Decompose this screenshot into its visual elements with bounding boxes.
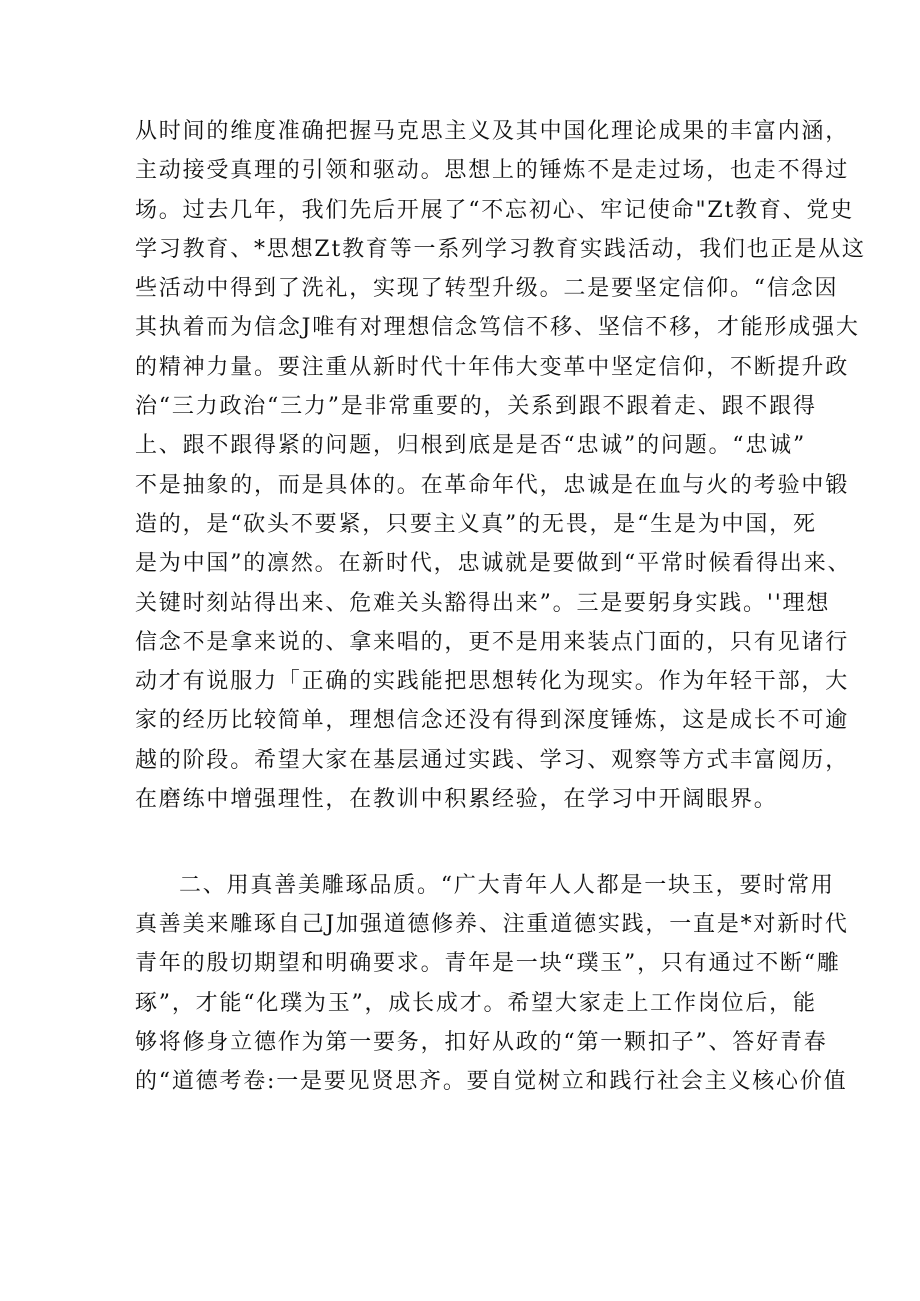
text-line: 琢”，才能“化璞为玉”，成长成才。希望大家走上工作岗位后，能: [135, 990, 817, 1016]
text-line: 造的，是“砍头不要紧，只要主义真”的无畏，是“生是为中国，死: [135, 511, 817, 537]
text-line: 的“道德考卷:一是要见贤思齐。要自觉树立和践行社会主义核心价值: [135, 1068, 848, 1094]
text-line: 越的阶段。希望大家在基层通过实践、学习、观察等方式丰富阅历，: [135, 747, 850, 773]
text-line: 场。过去几年，我们先后开展了“不忘初心、牢记使命"Zt教育、党史: [135, 197, 855, 223]
text-line: 不是抽象的，而是具体的。在革命年代，忠诚是在血与火的考验中锻: [135, 472, 850, 498]
text-line: 真善美来雕琢自己J加强道德修养、注重道德实践，一直是*对新时代: [135, 912, 849, 938]
text-line: 青年的殷切期望和明确要求。青年是一块“璞玉”，只有通过不断“雕: [135, 951, 841, 977]
text-line: 治“三力政治“三力”是非常重要的，关系到跟不跟着走、跟不跟得: [135, 394, 817, 420]
text-line: 主动接受真理的引领和驱动。思想上的锤炼不是走过场，也走不得过: [135, 158, 850, 184]
paragraph-continuation: [135, 112, 866, 819]
text-line: 学习教育、*思想Zt教育等一系列学习教育实践活动，我们也正是从这: [135, 236, 866, 262]
text-line: 关键时刻站得出来、危难关头豁得出来”。三是要躬身实践。''理想: [135, 590, 831, 616]
text-line: 够将修身立德作为第一要务，扣好从政的“第一颗扣子”、答好青春: [135, 1029, 828, 1055]
text-line: 在磨练中增强理性，在教训中积累经验，在学习中开阔眼界。: [135, 787, 778, 813]
section-heading-line: 二、用真善美雕琢品质。“广大青年人人都是一块玉，要时常用: [179, 873, 835, 898]
text-line: 些活动中得到了洗礼，实现了转型升级。二是要坚定信仰。“信念因: [135, 276, 839, 302]
text-line: 动才有说服力「正确的实践能把思想转化为现实。作为年轻干部，大: [135, 669, 850, 695]
text-line: 上、跟不跟得紧的问题，归根到底是是否“忠诚”的问题。“忠诚”: [135, 433, 806, 459]
text-line: 从时间的维度准确把握马克思主义及其中国化理论成果的丰富内涵，: [135, 119, 850, 144]
text-line: 是为中国”的凛然。在新时代，忠诚就是要做到“平常时候看得出来、: [135, 551, 852, 577]
text-line: 的精神力量。要注重从新时代十年伟大变革中坚定信仰，不断提升政: [135, 354, 850, 380]
text-line: 其执着而为信念J唯有对理想信念笃信不移、坚信不移，才能形成强大: [135, 315, 860, 341]
text-line: 信念不是拿来说的、拿来唱的，更不是用来装点门面的，只有见诸行: [135, 629, 850, 655]
section-two-paragraph: [135, 866, 849, 1101]
text-line: 家的经历比较简单，理想信念还没有得到深度锤炼，这是成长不可逾: [135, 708, 850, 734]
